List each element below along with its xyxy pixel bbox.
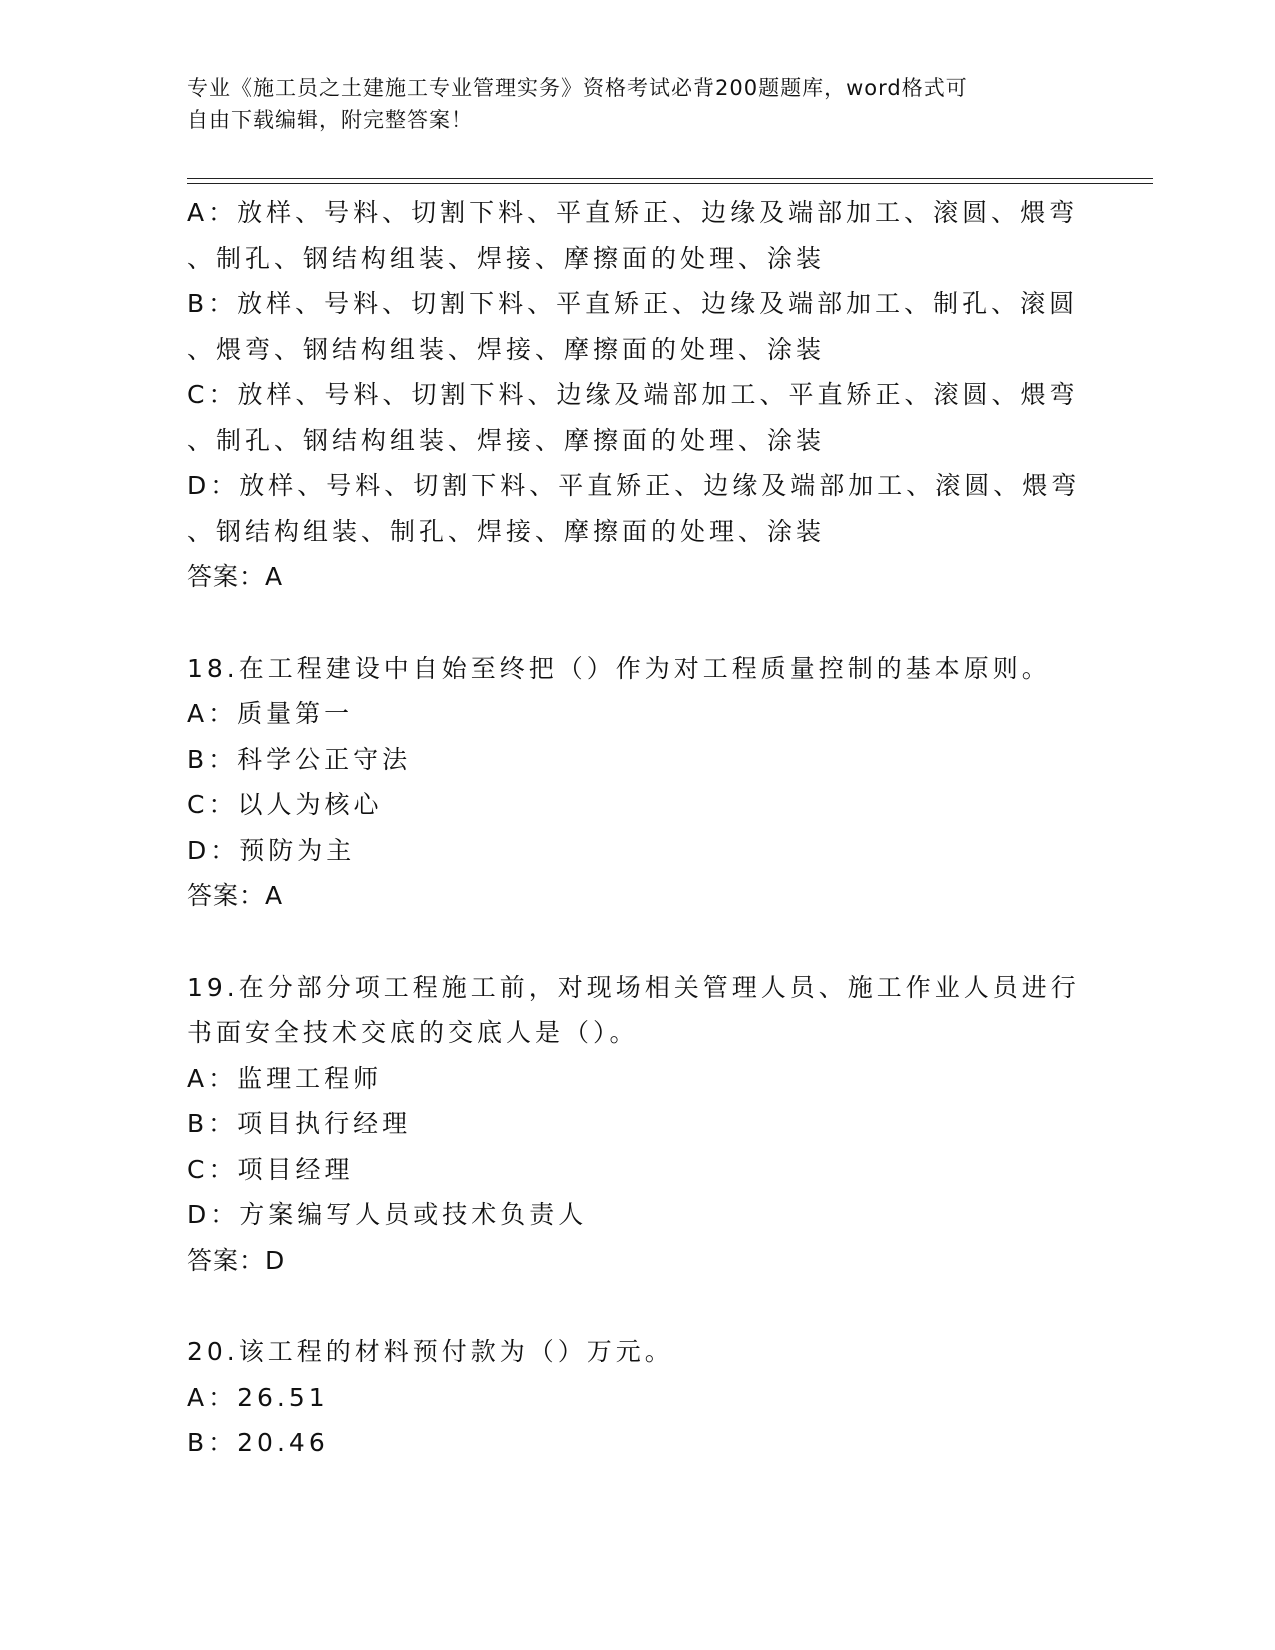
question-stem: 20.该工程的材料预付款为（）万元。	[187, 1337, 674, 1366]
answer-line: 答案：A	[187, 881, 284, 910]
option-line: 、钢结构组装、制孔、焊接、摩擦面的处理、涂装	[187, 516, 826, 546]
question-19	[187, 965, 1087, 1284]
header-line-1: 专业《施工员之土建施工专业管理实务》资格考试必背200题题库，word格式可	[187, 76, 968, 100]
question-stem: 书面安全技术交底的交底人是（）。	[187, 1018, 639, 1047]
option-line: B：放样、号料、切割下料、平直矫正、边缘及端部加工、制孔、滚圆	[187, 289, 1079, 318]
option-line: B：项目执行经理	[187, 1109, 412, 1138]
question-stem: 19.在分部分项工程施工前，对现场相关管理人员、施工作业人员进行	[187, 972, 1080, 1002]
option-line: D：放样、号料、切割下料、平直矫正、边缘及端部加工、滚圆、煨弯	[187, 471, 1081, 500]
option-line: A：监理工程师	[187, 1063, 383, 1093]
answer-line: 答案：A	[187, 562, 284, 591]
option-line: 、煨弯、钢结构组装、焊接、摩擦面的处理、涂装	[187, 334, 826, 364]
option-line: D：预防为主	[187, 835, 356, 865]
document-body	[187, 190, 1087, 1466]
option-line: A：26.51	[187, 1382, 329, 1412]
option-line: B：20.46	[187, 1428, 329, 1457]
option-line: A：质量第一	[187, 699, 354, 728]
option-line: C：项目经理	[187, 1154, 354, 1184]
option-line: D：方案编写人员或技术负责人	[187, 1200, 588, 1229]
question-18	[187, 646, 1087, 919]
option-line: 、制孔、钢结构组装、焊接、摩擦面的处理、涂装	[187, 243, 826, 273]
document-header	[187, 72, 1077, 136]
answer-line: 答案：D	[187, 1245, 286, 1275]
header-rule-top	[187, 178, 1153, 179]
question-stem: 18.在工程建设中自始至终把（）作为对工程质量控制的基本原则。	[187, 653, 1051, 683]
spacer	[187, 1283, 1087, 1329]
header-rule-bottom	[187, 183, 1153, 184]
option-line: 、制孔、钢结构组装、焊接、摩擦面的处理、涂装	[187, 425, 826, 455]
header-line-2: 自由下载编辑，附完整答案！	[187, 108, 473, 132]
spacer	[187, 600, 1087, 646]
question-20	[187, 1329, 1087, 1466]
option-line: C：放样、号料、切割下料、边缘及端部加工、平直矫正、滚圆、煨弯	[187, 380, 1079, 409]
option-line: B：科学公正守法	[187, 744, 412, 774]
question-17	[187, 190, 1087, 600]
spacer	[187, 919, 1087, 965]
option-line: C：以人为核心	[187, 790, 383, 819]
option-line: A：放样、号料、切割下料、平直矫正、边缘及端部加工、滚圆、煨弯	[187, 198, 1079, 227]
